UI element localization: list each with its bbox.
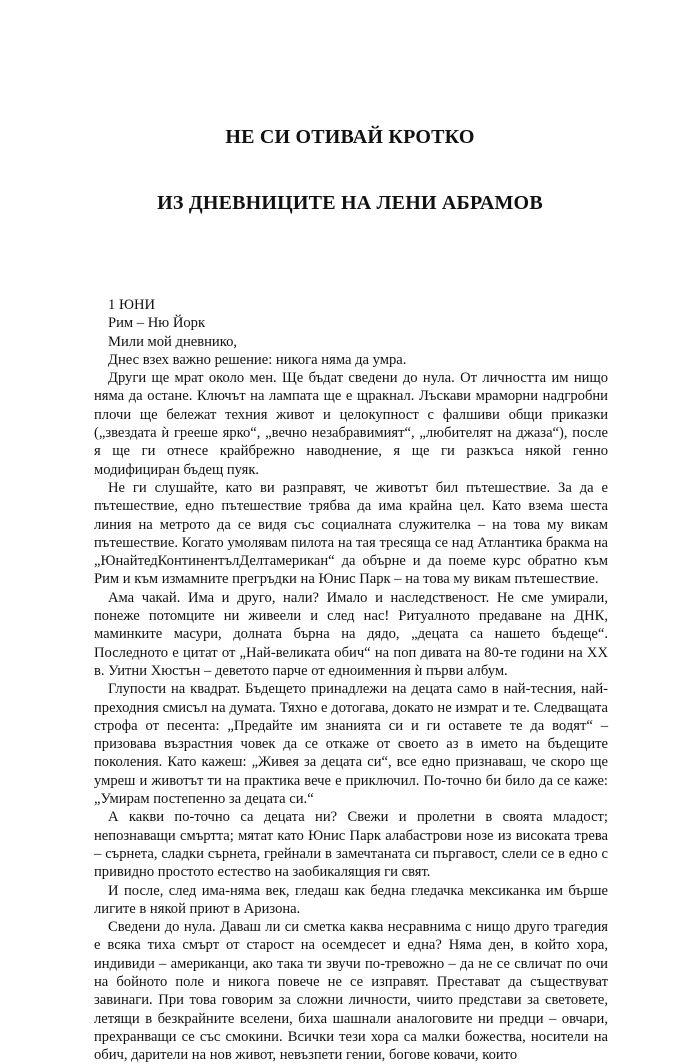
paragraph: Други ще мрат около мен. Ще бъдат сведени до нула. От личността им нищо няма да остане. Ключът на лампата ще е щракнал. Лъскави мраморни надгробни плочи ще бележат техния живот и целокупност с фалшиви общи приказки („звездата ѝ грееше ярко“, „вечно незабравимият“, „любителят на джаза“), после я ще ги отнесе крайбрежно наводнение, я ще ги разкъса някой генно модифициран бъдещ пуяк. [94,370,608,478]
paragraph: Глупости на квадрат. Бъдещето принадлежи на децата само в най-тесния, най-преходния смисъл на думата. Тяхно е дотогава, докато не измрат и те. Следващата строфа от песента: „Предайте им знанията си и ги оставете те да водят“ – призовава възрастния човек да се откаже от своето аз в името на бъдещите поколения. Като кажеш: „Живея за децата си“, все едно признаваш, че скоро ще умреш и животът ти на практика вече е приключил. По-точно би било да се каже: „Умирам постепенно за децата си.“ [94,681,608,808]
date-heading: 1 ЮНИ [108,297,156,313]
paragraph: И после, след има-няма век, гледаш как бедна гледачка мексиканка им бърше лигите в някой приют в Аризона. [94,882,608,917]
book-title: НЕ СИ ОТИВАЙ КРОТКО [225,126,475,148]
location-line: Рим – Ню Йорк [108,315,206,332]
paragraph: Сведени до нула. Даваш ли си сметка каква несравнима с нищо друго трагедия е всяка тиха смърт от старост на осемдесет и една? Няма ден, в който хора, индивиди – американци, ако така ти звучи по-тревожно – да не се свличат по очи на бойното поле и никога повече не се изправят. Престават да съществуват завинаги. При това говорим за сложни личности, чиито представи за световете, летящи в безкрайните вселени, биха шашнали аналоговите ни предци – овчари, прехранващи се със смокини. Всички тези хора са малки божества, носители на обич, дарители на нов живот, невъзпети гении, богове ковачи, които [94,919,608,1064]
paragraph: А какви по-точно са децата ни? Свежи и пролетни в своята младост; непознаващи смъртта; мятат като Юнис Парк алабастрови нозе из високата трева – сърнета, сладки сърнета, грейнали в замечтаната си пъргавост, слели се в едно с привидно простото естество на заобикалящия ги свят. [94,809,608,881]
text-body [94,296,608,1064]
chapter-subtitle: ИЗ ДНЕВНИЦИТЕ НА ЛЕНИ АБРАМОВ [157,192,543,214]
paragraph: Не ги слушайте, като ви разправят, че животът бил пътешествие. За да е пътешествие, едно пътешествие трябва да има крайна цел. Като взема шеста линия на метрото да се видя със социалната служителка – на това му викам пътешествие. Когато умолявам пилота на тая тресяща се над Атлантика бракма на „ЮнайтедКонтинентълДелтамерикан“ да обърне и да поеме курс обратно към Рим и към измамните прегръдки на Юнис Парк – на това му викам пътешествие. [94,479,608,588]
salutation: Мили мой дневнико, [108,333,238,350]
paragraph: Днес взех важно решение: никога няма да умра. [108,351,407,368]
paragraph: Ама чакай. Има и друго, нали? Имало и наследственост. Не сме умирали, понеже потомците ни живеели и след нас! Ритуалното предаване на ДНК, маминките масури, долната бърна на дядо, „децата са нашето бъдеще“. Последното е цитат от „Най-великата обич“ на поп дивата на 80-те години на XX в. Уитни Хюстън – деветото парче от едноименния ѝ първи албум. [94,589,608,679]
